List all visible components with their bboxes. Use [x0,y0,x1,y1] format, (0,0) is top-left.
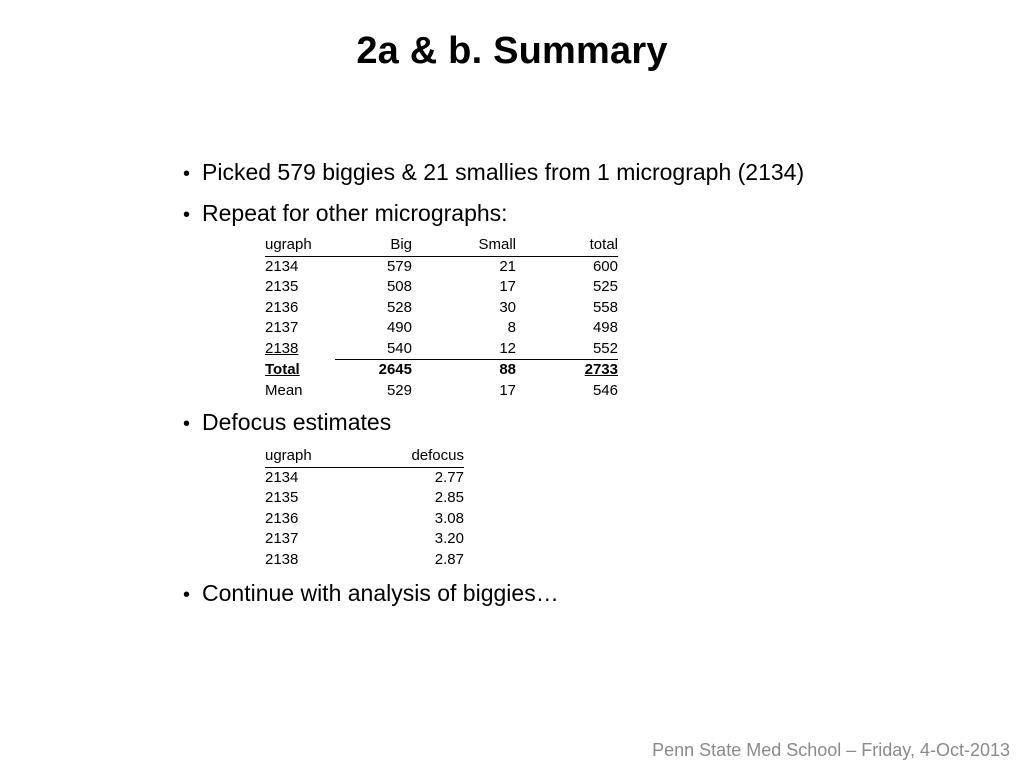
bullet-glyph: • [183,413,191,435]
counts-table [265,235,618,401]
cell-ugraph: 2138 [265,550,299,568]
bullet-text: Defocus estimates [202,409,392,435]
slide-footer: Penn State Med School – Friday, 4-Oct-2013 [652,740,1010,760]
cell-small: 12 [412,339,516,360]
table-row [265,256,618,277]
cell-big: 529 [386,381,412,399]
cell-ugraph: 2137 [265,319,299,336]
table-row [265,529,464,550]
cell-total: 558 [592,298,618,316]
slide-title: 2a & b. Summary [356,30,668,72]
cell-total: 525 [592,278,618,295]
table-row [265,318,618,339]
bullet-glyph: • [183,163,191,185]
table-row [265,467,464,488]
cell-ugraph: 2136 [265,298,299,316]
cell-defocus: 3.08 [434,509,464,527]
cell-total: 498 [592,319,618,336]
col-header-total: total [516,235,618,256]
cell-defocus: 2.85 [434,489,464,506]
col-header-defocus: defocus [355,446,464,467]
cell-defocus: 3.20 [434,530,464,547]
cell-big: 528 [386,298,412,316]
cell-total: 2733 [584,361,618,378]
cell-small: 30 [499,298,516,316]
cell-small: 21 [499,257,516,275]
cell-total: 546 [592,381,618,399]
bullet-picked [183,158,804,188]
cell-big: 579 [386,257,412,275]
cell-ugraph: 2135 [265,278,299,295]
cell-total: 552 [516,339,618,360]
table-header-row [265,446,464,467]
bullet-text: Picked 579 biggies & 21 smallies from 1 micrograph (2134) [202,159,805,185]
cell-ugraph: 2138 [265,339,299,357]
cell-ugraph: 2136 [265,509,299,527]
bullet-glyph: • [183,204,191,226]
table-total-row [265,360,618,381]
bullet-continue [183,579,559,609]
table-row [265,488,464,509]
table-header-row [265,235,618,256]
table-row [265,277,618,298]
cell-ugraph: 2135 [265,489,299,506]
cell-defocus: 2.87 [434,550,464,568]
col-header-big: Big [335,235,412,256]
cell-big: 508 [386,278,412,295]
cell-big: 540 [335,339,412,360]
cell-ugraph: 2134 [265,257,299,275]
col-header-small: Small [412,235,516,256]
cell-ugraph: 2137 [265,530,299,547]
defocus-table [265,446,464,570]
cell-small: 17 [499,278,516,295]
bullet-text: Repeat for other micrographs: [202,200,508,226]
bullet-glyph: • [183,584,191,606]
bullet-text: Continue with analysis of biggies… [202,580,559,606]
col-header-ugraph: ugraph [265,446,355,467]
cell-small: 17 [499,381,516,399]
cell-ugraph: Total [265,360,300,378]
table-row [265,339,618,360]
cell-small: 8 [507,319,516,336]
bullet-defocus [183,408,391,438]
cell-ugraph: Mean [265,381,303,399]
col-header-ugraph: ugraph [265,235,335,256]
cell-total: 600 [592,257,618,275]
cell-defocus: 2.77 [434,468,464,486]
table-row [265,509,464,530]
bullet-repeat [183,199,508,229]
table-mean-row [265,381,618,402]
cell-big: 490 [386,319,412,336]
cell-big: 2645 [378,361,412,378]
table-row [265,550,464,571]
table-row [265,298,618,319]
cell-small: 88 [499,361,516,378]
cell-ugraph: 2134 [265,468,299,486]
